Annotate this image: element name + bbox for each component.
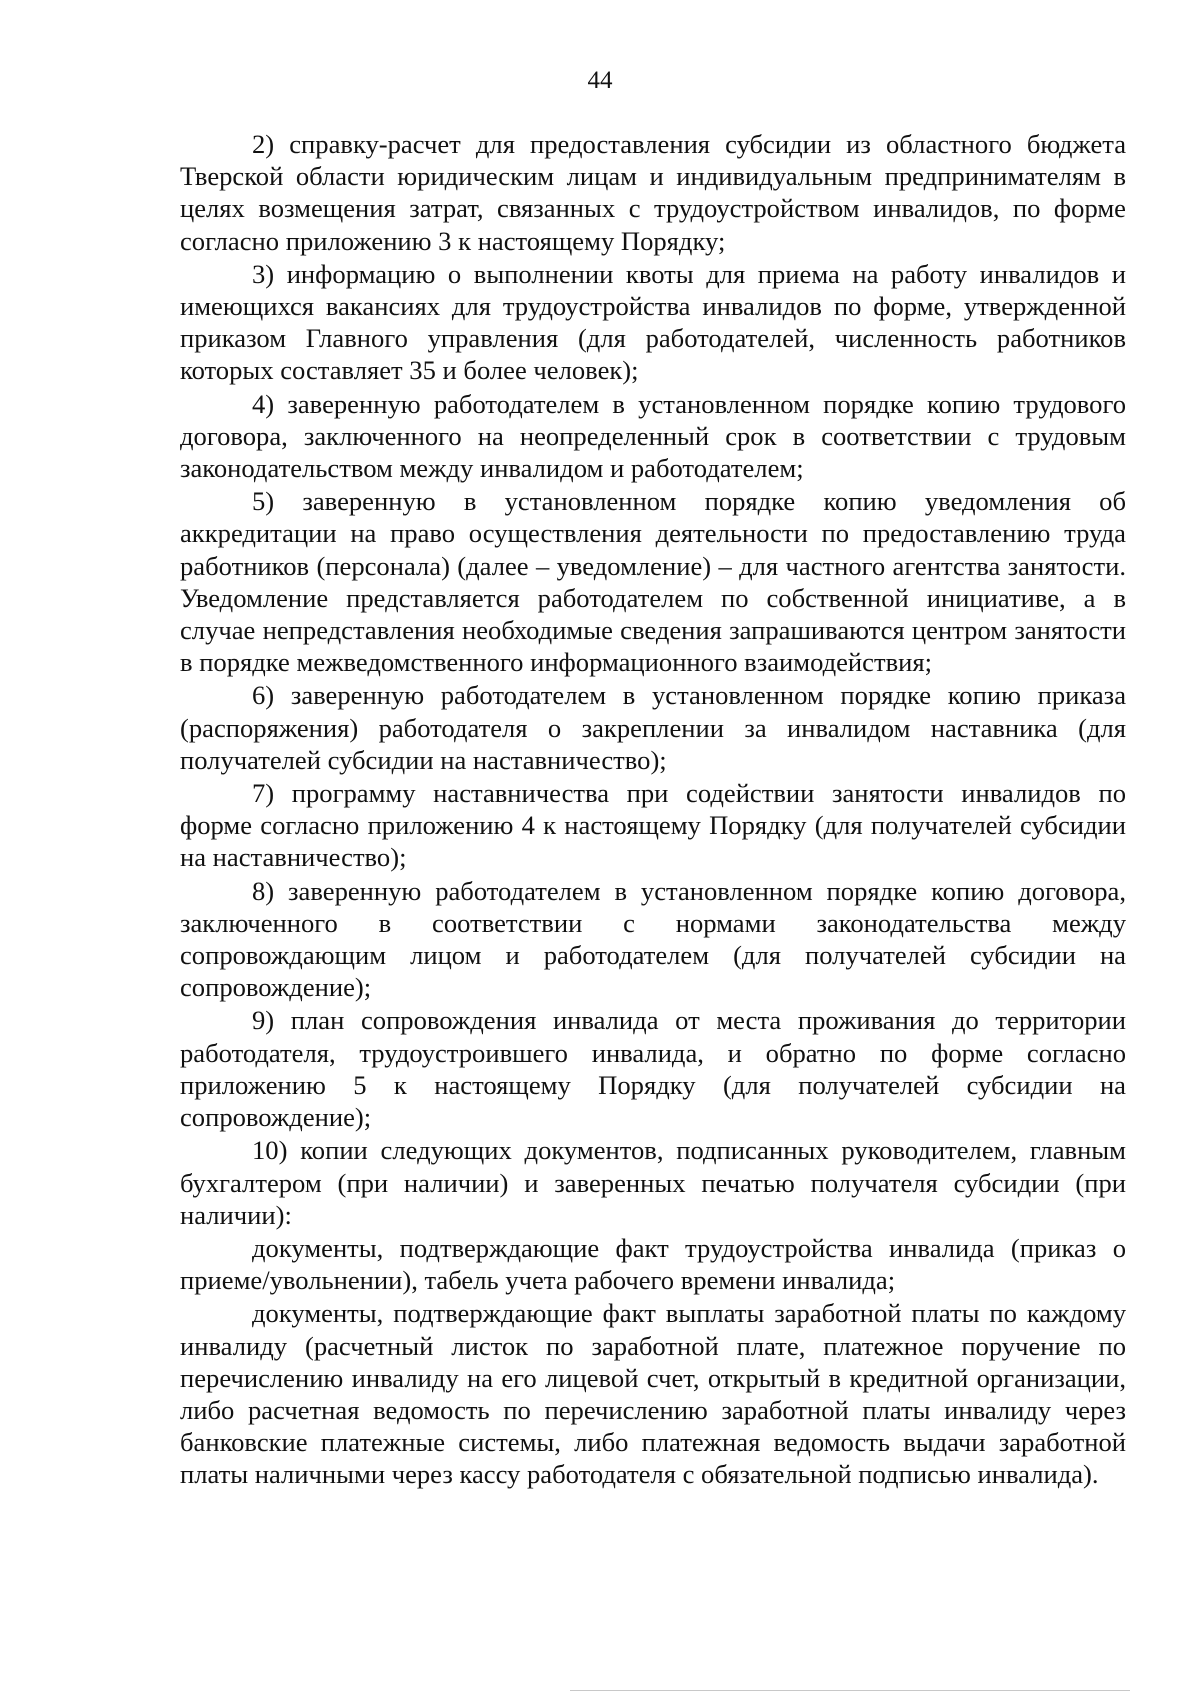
bottom-divider <box>570 1690 1130 1691</box>
paragraph-subitem-salary-docs: документы, подтверждающие факт выплаты заработной платы по каждому инвалиду (расчетный листок по заработной плате, платежное поручение по перечислению инвалиду на его лицевой счет, открытый в кредитной организации, либо расчетная ведомость по перечислению заработной платы инвалиду через банковские платежные системы, либо платежная ведомость выдачи заработной платы наличными через кассу работодателя с обязательной подписью инвалида). <box>180 1298 1126 1490</box>
paragraph-subitem-employment-docs: документы, подтверждающие факт трудоустройства инвалида (приказ о приеме/увольнении), табель учета рабочего времени инвалида; <box>180 1232 1126 1296</box>
paragraph-item-8: 8) заверенную работодателем в установленном порядке копию договора, заключенного в соответствии с нормами законодательства между сопровождающим лицом и работодателем (для получателей субсидии на сопровождение); <box>180 875 1126 1003</box>
paragraph-item-7: 7) программу наставничества при содействии занятости инвалидов по форме согласно приложению 4 к настоящему Порядку (для получателей субсидии на наставничество); <box>180 778 1126 873</box>
paragraph-item-5: 5) заверенную в установленном порядке копию уведомления об аккредитации на право осуществления деятельности по предоставлению труда работников (персонала) (далее – уведомление) – для частного агентства занятости. Уведомление представляется работодателем по собственной инициативе, а в случае непредставления необходимые сведения запрашиваются центром занятости в порядке межведомственного информационного взаимодействия; <box>180 486 1126 678</box>
paragraph-item-9: 9) план сопровождения инвалида от места проживания до территории работодателя, трудоустроившего инвалида, и обратно по форме согласно приложению 5 к настоящему Порядку (для получателей субсидии на сопровождение); <box>180 1005 1126 1133</box>
paragraph-item-10: 10) копии следующих документов, подписанных руководителем, главным бухгалтером (при наличии) и заверенных печатью получателя субсидии (при наличии): <box>180 1135 1126 1230</box>
paragraph-item-6: 6) заверенную работодателем в установленном порядке копию приказа (распоряжения) работодателя о закреплении за инвалидом наставника (для получателей субсидии на наставничество); <box>180 680 1126 775</box>
page-number: 44 <box>587 67 613 94</box>
paragraph-item-4: 4) заверенную работодателем в установленном порядке копию трудового договора, заключенного на неопределенный срок в соответствии с трудовым законодательством между инвалидом и работодателем; <box>180 388 1126 484</box>
paragraph-item-2: 2) справку-расчет для предоставления субсидии из областного бюджета Тверской области юридическим лицам и индивидуальным предпринимателям в целях возмещения затрат, связанных с трудоустройством инвалидов, по форме согласно приложению 3 к настоящему Порядку; <box>180 129 1126 256</box>
paragraph-item-3: 3) информацию о выполнении квоты для приема на работу инвалидов и имеющихся вакансиях для трудоустройства инвалидов по форме, утвержденной приказом Главного управления (для работодателей, численность работников которых составляет 35 и более человек); <box>180 258 1126 386</box>
document-body <box>180 128 1126 1491</box>
